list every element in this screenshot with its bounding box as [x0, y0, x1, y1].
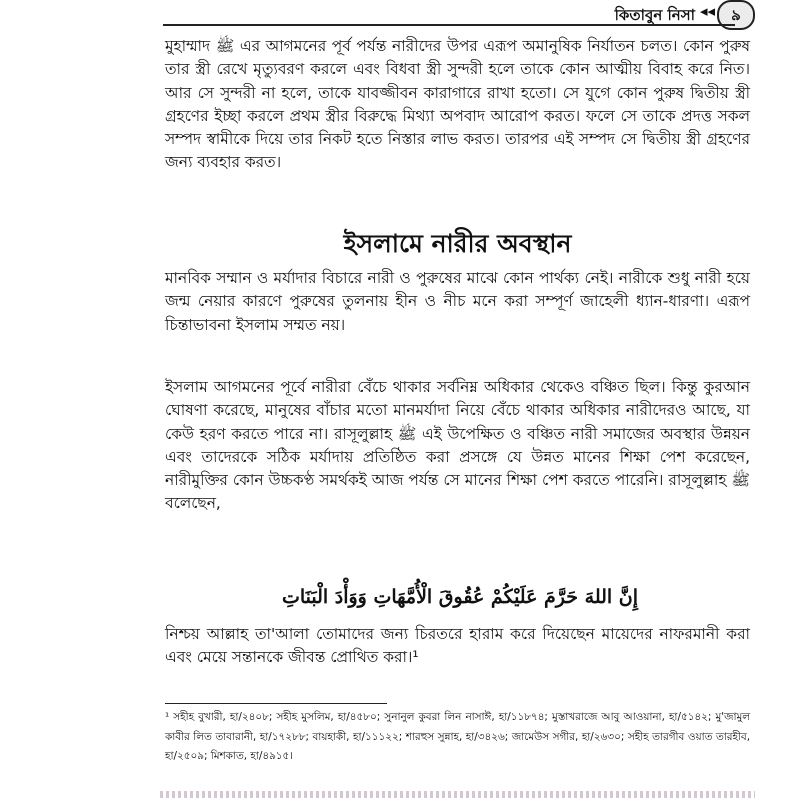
- running-header-title: কিতাবুন নিসা: [614, 6, 695, 24]
- footnote-text: ¹ সহীহ বুখারী, হা/২৪০৮; সহীহ মুসলিম, হা/৪৫৮০; সুনানুল কুবরা লিন নাসাঈ, হা/১১৮৭৪; মুস্তাখরাজে আবু আওয়ানা, হা/৫১৪২; মু'জামুল কাবীর লিত তাবারানী, হা/১৭২৮৮; বায়হাকী, হা/১১১২২; শারহুস সুন্নাহ, হা/৩৪২৬; জামেউস সগীর, হা/২৬৩০; সহীহ তারগীব ওয়াত তারহীব, হা/২৫০৯; মিশকাত, হা/৪৯১৫।: [165, 711, 750, 763]
- section-heading: ইসলামে নারীর অবস্থান: [343, 229, 572, 258]
- paragraph-3: ইসলাম আগমনের পূর্বে নারীরা বেঁচে থাকার সর্বনিম্ন অধিকার থেকেও বঞ্চিত ছিল। কিন্তু কুরআন ঘোষণা করেছে, মানুষের বাঁচার মতো মানমর্যাদা নিয়ে বেঁচে থাকার অধিকার নারীদেরও আছে, যা কেউ হরণ করতে পারে না। রাসূলুল্লাহ ﷺ এই উপেক্ষিত ও বঞ্চিত নারী সমাজের অবস্থার উন্নয়ন এবং তাদেরকে সঠিক মর্যাদায় প্রতিষ্ঠিত করা প্রসঙ্গে যে উন্নত মানের শিক্ষা পেশ করেছেন, নারীমুক্তির কোন উচ্চকণ্ঠ সমর্থকই আজ পর্যন্ত সে মানের শিক্ষা পেশ করতে পারেনি। রাসূলুল্লাহ ﷺ বলেছেন,: [165, 378, 750, 513]
- arabic-hadith-quote: إِنَّ اللهَ حَرَّمَ عَلَيْكُمْ عُقُوقَ الْأُمَّهَاتِ وَوَأْدَ الْبَنَاتِ: [281, 586, 639, 608]
- page-number-badge: ৯: [717, 0, 755, 30]
- paragraph-2: মানবিক সম্মান ও মর্যাদার বিচারে নারী ও পুরুষের মাঝে কোন পার্থক্য নেই। নারীকে শুধু নারী হয়ে জন্ম নেয়ার কারণে পুরুষের তুলনায় হীন ও নীচ মনে করা সম্পূর্ণ জাহেলী ধ্যান-ধারণা। এরূপ চিন্তাভাবনা ইসলাম সম্মত নয়।: [165, 269, 750, 334]
- footnote-rule: [165, 703, 387, 704]
- paragraph-4: নিশ্চয় আল্লাহ তা'আলা তোমাদের জন্য চিরতরে হারাম করে দিয়েছেন মায়েদের নাফরমানী করা এবং মেয়ে সন্তানকে জীবন্ত প্রোথিত করা।¹: [165, 625, 750, 667]
- decorative-bottom-border: [160, 791, 755, 798]
- paragraph-1: মুহাম্মাদ ﷺ এর আগমনের পূর্ব পর্যন্ত নারীদের উপর এরূপ অমানুষিক নির্যাতন চলত। কোন পুরুষ তার স্ত্রী রেখে মৃত্যুবরণ করলে এবং বিধবা স্ত্রী সুন্দরী হলে তাকে কোন আত্মীয় বিবাহ করে নিত। আর সে সুন্দরী না হলে, তাকে যাবজ্জীবন কারাগারে রাখা হতো। সে যুগে কোন পুরুষ দ্বিতীয় স্ত্রী গ্রহণের ইচ্ছা করলে প্রথম স্ত্রীর বিরুদ্ধে মিথ্যা অপবাদ আরোপ করত। ফলে সে তাকে প্রদত্ত সকল সম্পদ স্বামীকে দিয়ে তার নিকট হতে নিস্তার লাভ করত। তারপর এই সম্পদ সে দ্বিতীয় স্ত্রী গ্রহণের জন্য ব্যবহার করত।: [165, 37, 750, 172]
- header-arrow-icon: ◂◂: [700, 2, 716, 20]
- header-rule: [163, 24, 735, 26]
